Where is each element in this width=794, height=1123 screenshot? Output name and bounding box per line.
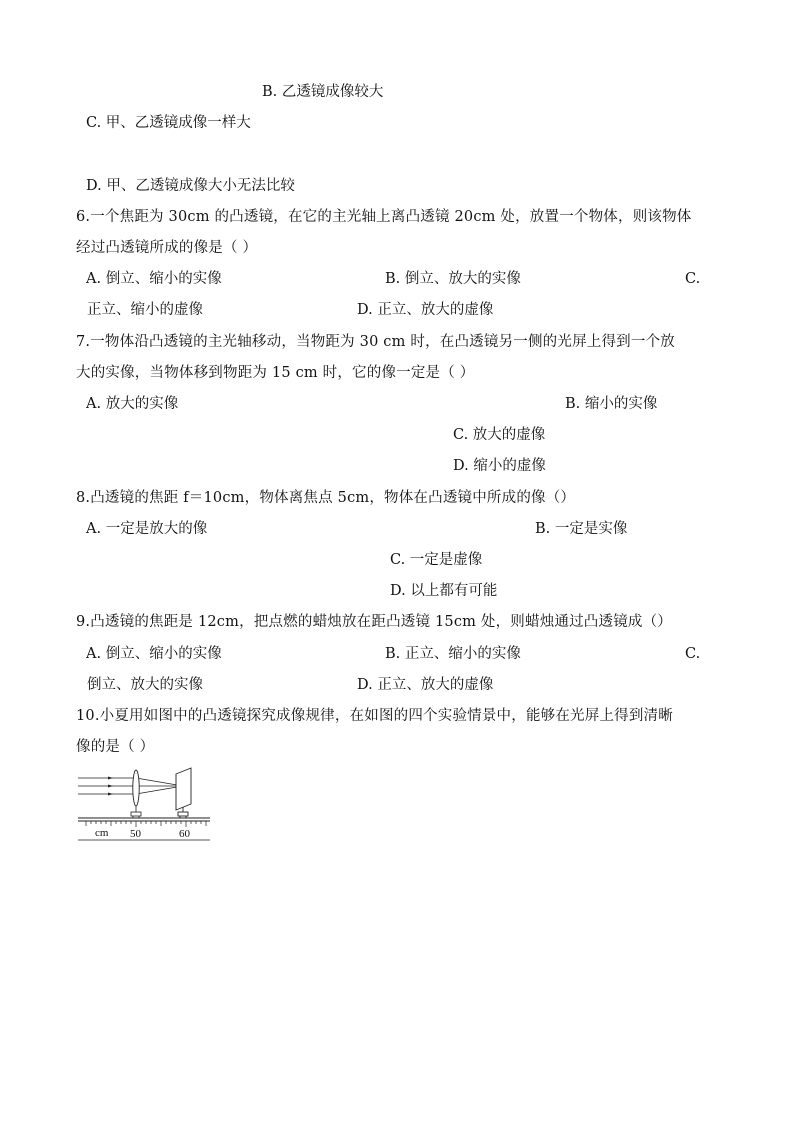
q7-option-c: C. 放大的虚像 [453,427,546,443]
q7-option-b: B. 缩小的实像 [565,396,658,412]
q7-stem-line2: 大的实像，当物体移到物距为 15 cm 时，它的像一定是（ ） [76,365,475,381]
q6-option-d: D. 正立、放大的虚像 [357,302,494,318]
light-screen-icon [176,768,191,818]
convex-lens-icon [133,770,139,806]
ruler-tick-label-50: 50 [130,828,141,840]
q10-stem-line2: 像的是（ ） [76,739,155,755]
optical-bench-diagram [78,766,210,842]
q5-option-c: C. 甲、乙透镜成像一样大 [86,115,251,131]
q6-stem-line1: 6.一个焦距为 30cm 的凸透镜，在它的主光轴上离凸透镜 20cm 处，放置一个物体，则该物体 [76,209,692,225]
q6-option-a: A. 倒立、缩小的实像 [86,271,222,287]
q5-option-d: D. 甲、乙透镜成像大小无法比较 [86,178,295,194]
q8-option-c: C. 一定是虚像 [390,552,483,568]
bench-rail [78,818,210,821]
q6-stem-line2: 经过凸透镜所成的像是（ ） [76,240,258,256]
q8-option-a: A. 一定是放大的像 [86,521,208,537]
ray-arrows [108,777,113,796]
q8-stem-line1: 8.凸透镜的焦距 f＝10cm，物体离焦点 5cm，物体在凸透镜中所成的像（） [76,490,576,506]
ruler-unit-label: cm [95,827,109,839]
q10-stem-line1: 10.小夏用如图中的凸透镜探究成像规律，在如图的四个实验情景中，能够在光屏上得到清晰 [76,708,673,724]
q6-option-c-text: 正立、缩小的虚像 [87,302,203,318]
q6-option-b: B. 倒立、放大的实像 [385,271,521,287]
incoming-rays [78,778,183,794]
q8-option-b: B. 一定是实像 [535,521,628,537]
q8-option-d: D. 以上都有可能 [390,583,498,599]
q9-option-a: A. 倒立、缩小的实像 [86,646,222,662]
q7-option-d: D. 缩小的虚像 [453,458,546,474]
ruler-tick-label-60: 60 [179,828,190,840]
q9-option-d: D. 正立、放大的虚像 [357,677,494,693]
q7-option-a: A. 放大的实像 [86,396,179,412]
q9-stem-line1: 9.凸透镜的焦距是 12cm，把点燃的蜡烛放在距凸透镜 15cm 处，则蜡烛通过凸透镜成（） [76,614,673,630]
q5-option-b: B. 乙透镜成像较大 [262,84,384,100]
q7-stem-line1: 7.一物体沿凸透镜的主光轴移动，当物距为 30 cm 时，在凸透镜另一侧的光屏上得到一个放 [76,334,675,350]
q9-option-b: B. 正立、缩小的实像 [385,646,521,662]
q9-option-c-label: C. [685,646,701,662]
lens-stand [131,806,141,818]
q9-option-c-text: 倒立、放大的实像 [87,677,203,693]
optical-bench-figure [78,766,210,842]
q6-option-c-label: C. [685,271,701,287]
